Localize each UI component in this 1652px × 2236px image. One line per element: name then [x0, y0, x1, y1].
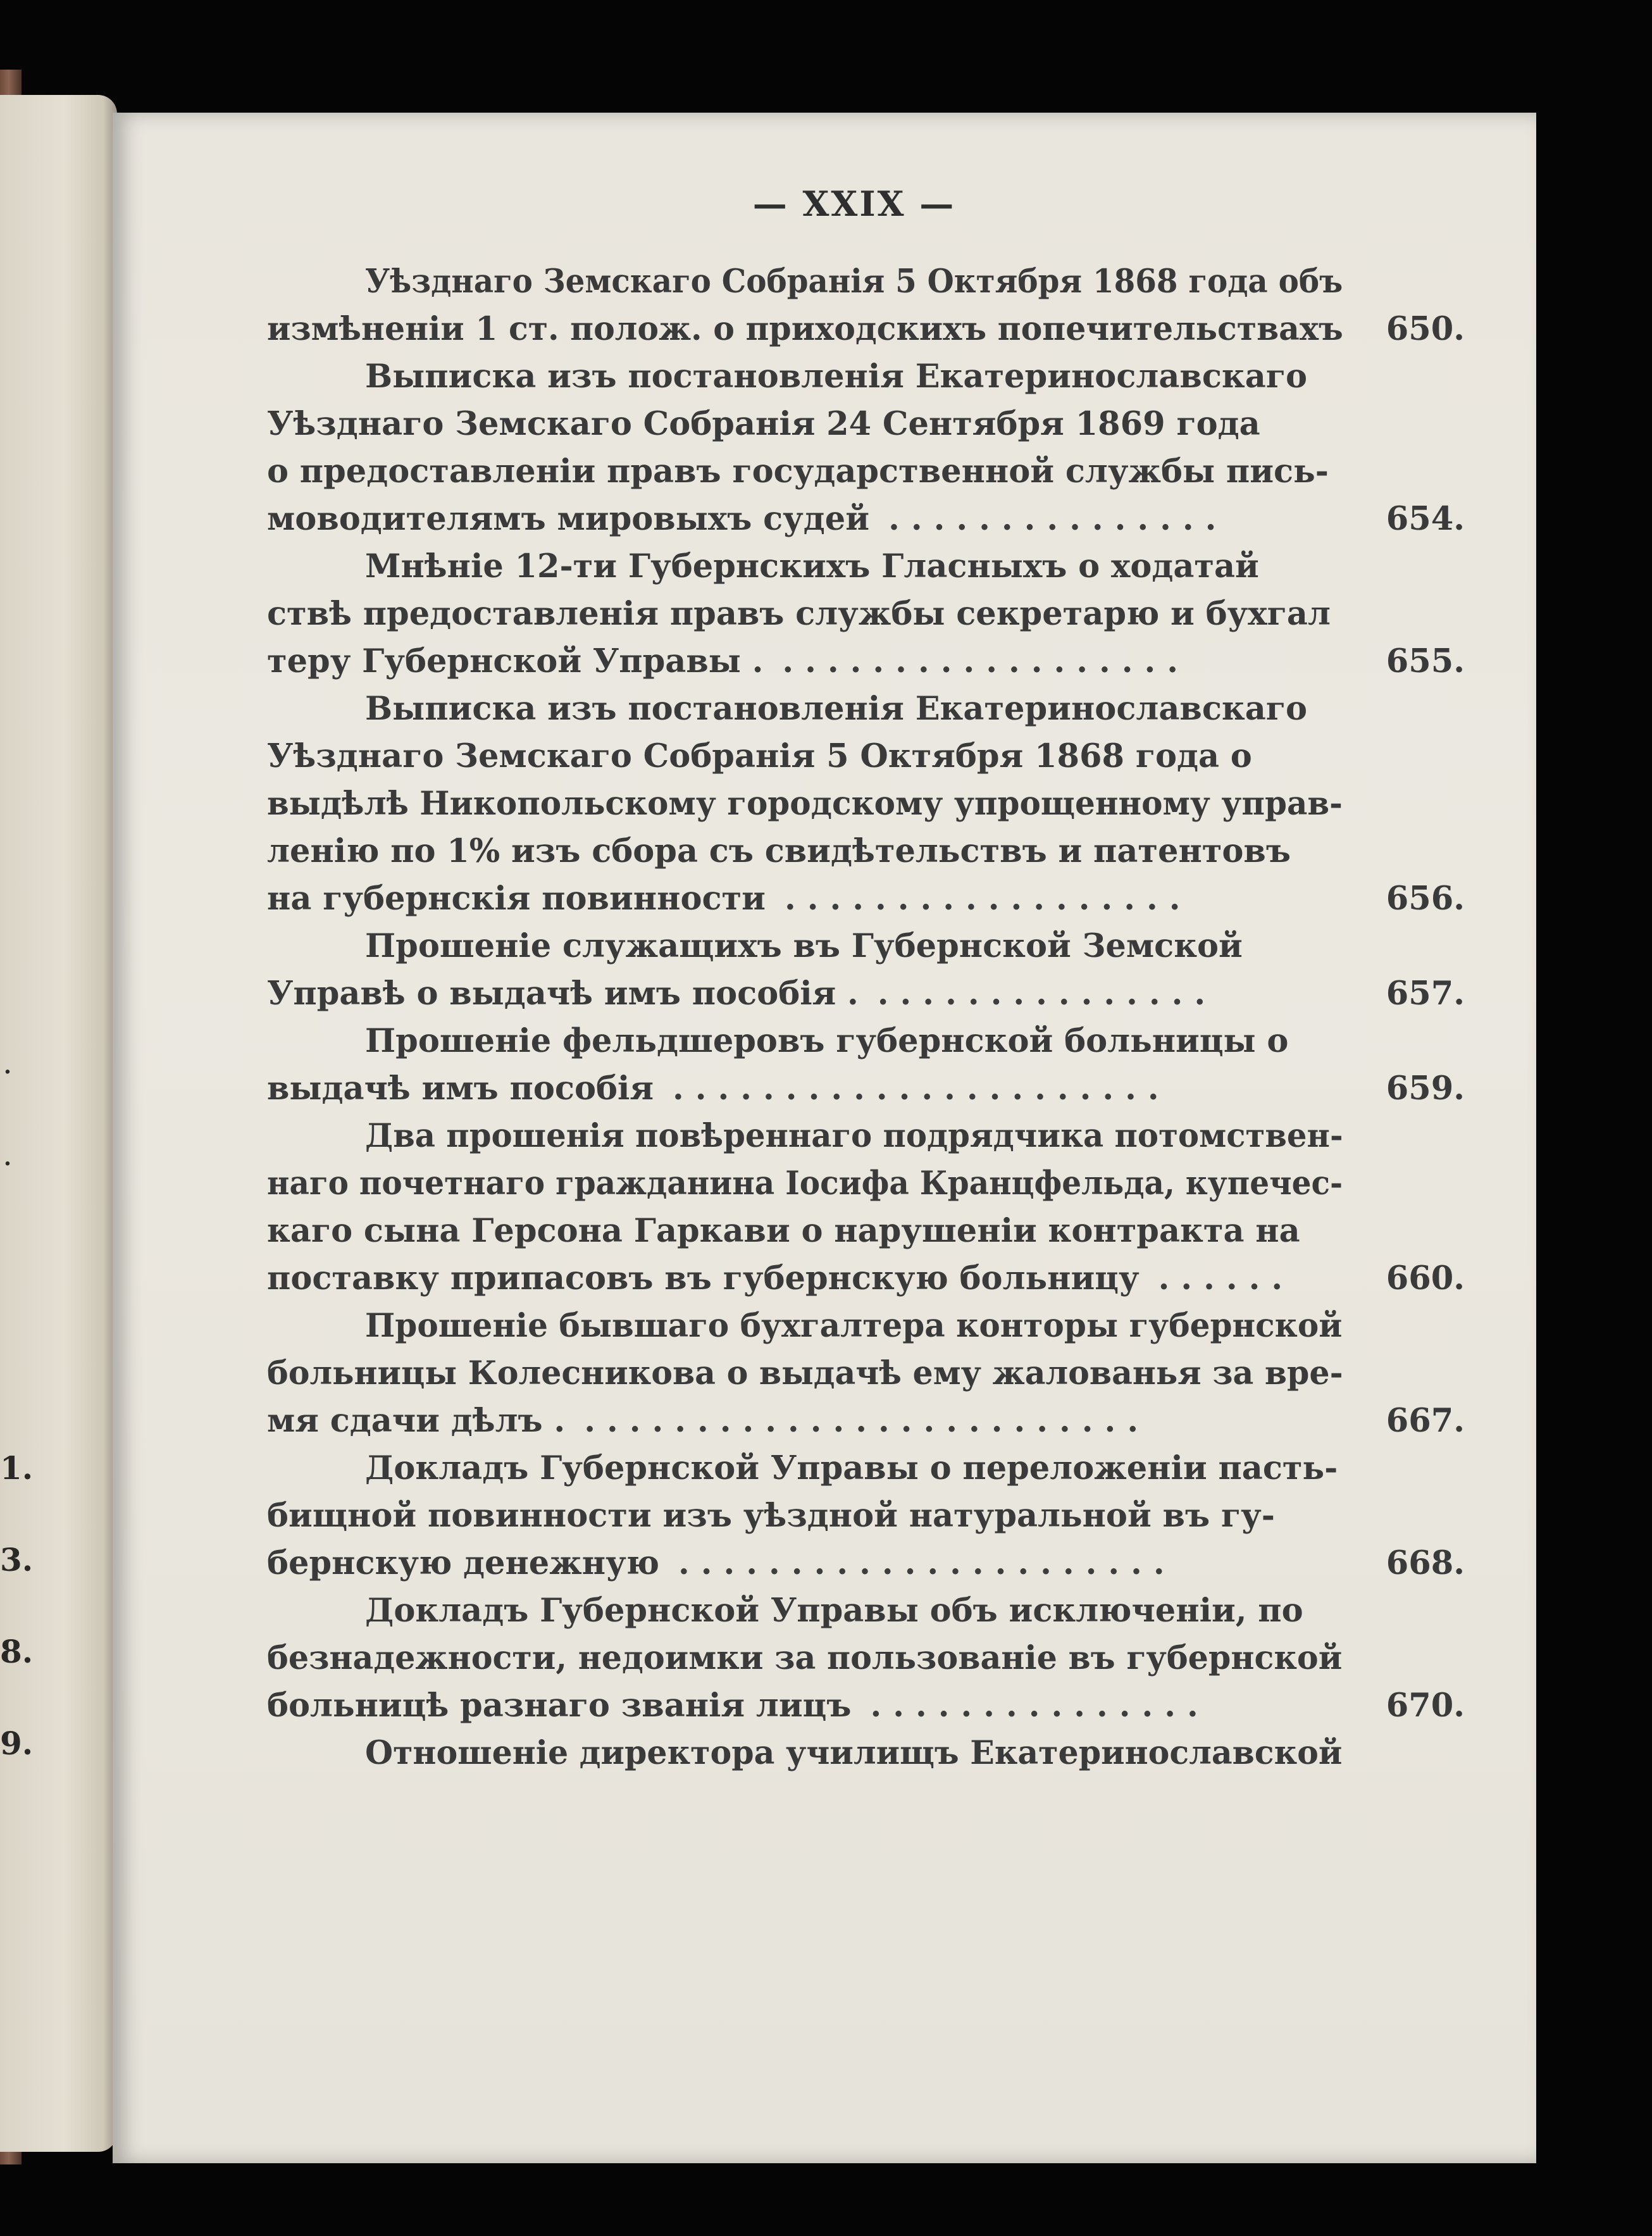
toc-entry-text: о предоставленіи правъ государственной службы пись-	[267, 453, 1329, 490]
toc-entry-text: Выписка изъ постановленія Екатеринославскаго	[365, 358, 1308, 396]
toc-entry	[267, 1018, 1465, 1113]
toc-entry-text: больницы Колесникова о выдачѣ ему жалованья за вре-	[267, 1354, 1343, 1392]
toc-entry-text: бернскую денежную	[267, 1544, 660, 1582]
toc-entry	[267, 1730, 1465, 1777]
toc-entry-line	[267, 1730, 1465, 1777]
toc-page-number: 659.	[1386, 1070, 1465, 1108]
toc-entry-line	[267, 306, 1465, 353]
toc-entry-line	[267, 448, 1465, 496]
toc-entry-text: больницѣ разнаго званія лицъ	[267, 1687, 852, 1725]
toc-entry-line	[267, 1635, 1465, 1682]
table-of-contents	[267, 258, 1465, 1777]
toc-entry	[267, 353, 1465, 543]
prev-page-number: 1.	[0, 1449, 34, 1487]
toc-entry-text: безнадежности, недоимки за пользованіе въ губернской	[267, 1639, 1343, 1677]
toc-entry-line	[267, 685, 1465, 733]
toc-entry-line	[267, 1113, 1465, 1160]
toc-entry-line	[267, 1540, 1465, 1587]
toc-entry-line	[267, 780, 1465, 828]
toc-page-number: 670.	[1386, 1687, 1465, 1725]
toc-entry-text: Выписка изъ постановленія Екатеринославскаго	[365, 690, 1308, 728]
dot-leader: ...............	[888, 500, 1228, 538]
toc-entry-line	[267, 590, 1465, 638]
toc-entry-line	[267, 1445, 1465, 1492]
toc-entry-text: Уѣзднаго Земскаго Собранія 5 Октября 1868 года объ	[365, 263, 1343, 301]
toc-entry-text: теру Губернской Управы .	[267, 642, 764, 680]
prev-page-number: 9.	[0, 1725, 34, 1762]
toc-entry-line	[267, 1160, 1465, 1208]
toc-page-number: 668.	[1386, 1544, 1465, 1582]
dot-leader: ...............	[877, 975, 1217, 1013]
dot-leader: ......................	[678, 1544, 1176, 1582]
toc-entry-text: Отношеніе директора училищъ Екатеринославской	[365, 1734, 1343, 1772]
toc-entry-text: моводителямъ мировыхъ судей	[267, 500, 870, 538]
toc-entry-text: на губернскія повинности	[267, 880, 766, 918]
toc-entry-text: Два прошенія повѣреннаго подрядчика потомствен-	[365, 1117, 1343, 1155]
prev-page-mark: .	[3, 1044, 13, 1081]
toc-entry	[267, 258, 1465, 353]
toc-entry-text: Прошеніе фельдшеровъ губернской больницы о	[365, 1022, 1289, 1060]
toc-entry	[267, 685, 1465, 923]
toc-entry-text: Мнѣніе 12-ти Губернскихъ Гласныхъ о ходатай	[365, 547, 1259, 585]
toc-entry-line	[267, 1682, 1465, 1730]
previous-page-edge	[0, 95, 117, 2152]
prev-page-mark: .	[3, 1136, 13, 1173]
dot-leader: ..................	[782, 642, 1190, 680]
dot-leader: ...............	[870, 1687, 1210, 1725]
toc-entry-text: Уѣзднаго Земскаго Собранія 5 Октября 1868 года о	[267, 737, 1252, 775]
toc-entry	[267, 1302, 1465, 1445]
toc-entry-text: Управѣ о выдачѣ имъ пособія .	[267, 975, 859, 1013]
toc-entry-line	[267, 733, 1465, 780]
toc-entry-line	[267, 353, 1465, 401]
toc-entry-text: Прошеніе служащихъ въ Губернской Земской	[365, 927, 1243, 965]
toc-entry-text: измѣненіи 1 ст. полож. о приходскихъ попечительствахъ	[267, 310, 1343, 348]
toc-page-number: 656.	[1386, 880, 1465, 918]
toc-entry-line	[267, 1587, 1465, 1635]
toc-entry-line	[267, 875, 1465, 923]
toc-entry-line	[267, 923, 1465, 970]
toc-entry-text: наго почетнаго гражданина Іосифа Кранцфельда, купечес-	[267, 1165, 1343, 1202]
toc-entry-text: ленію по 1% изъ сбора съ свидѣтельствъ и патентовъ	[267, 832, 1291, 870]
toc-page-number: 660.	[1386, 1259, 1465, 1297]
toc-entry-text: мя сдачи дѣлъ .	[267, 1402, 566, 1440]
toc-page-number: 667.	[1386, 1402, 1465, 1440]
toc-entry	[267, 923, 1465, 1018]
toc-page-number: 655.	[1386, 642, 1465, 680]
toc-page-number: 650.	[1386, 310, 1465, 348]
toc-entry-line	[267, 1208, 1465, 1255]
toc-page-number: 657.	[1386, 975, 1465, 1013]
toc-entry-line	[267, 1065, 1465, 1113]
prev-page-number: 3.	[0, 1541, 34, 1578]
toc-page-number: 654.	[1386, 500, 1465, 538]
toc-entry-line	[267, 1397, 1465, 1445]
toc-entry-text: каго сына Герсона Гаркави о нарушеніи контракта на	[267, 1212, 1300, 1250]
toc-entry-line	[267, 543, 1465, 590]
dot-leader: ......................	[673, 1070, 1171, 1108]
toc-entry-text: бищной повинности изъ уѣздной натуральной въ гу-	[267, 1497, 1275, 1535]
toc-entry-line	[267, 1018, 1465, 1065]
toc-entry	[267, 1113, 1465, 1302]
toc-entry-line	[267, 1492, 1465, 1540]
toc-entry	[267, 543, 1465, 685]
prev-page-number: 8.	[0, 1633, 34, 1670]
toc-entry	[267, 1445, 1465, 1587]
toc-entry	[267, 1587, 1465, 1730]
toc-entry-text: выдачѣ имъ пособія	[267, 1070, 654, 1108]
toc-entry-text: Докладъ Губернской Управы объ исключеніи, по	[365, 1592, 1303, 1630]
toc-entry-line	[267, 970, 1465, 1018]
page-header: — XXIX —	[752, 184, 956, 224]
toc-entry-line	[267, 1350, 1465, 1397]
toc-entry-line	[267, 496, 1465, 543]
dot-leader: ......	[1158, 1259, 1295, 1297]
toc-entry-text: выдѣлѣ Никопольскому городскому упрощенному управ-	[267, 785, 1343, 823]
dot-leader: .........................	[584, 1402, 1150, 1440]
toc-entry-text: поставку припасовъ въ губернскую больницу	[267, 1259, 1140, 1297]
toc-entry-text: Прошеніе бывшаго бухгалтера конторы губернской	[365, 1307, 1343, 1345]
toc-entry-line	[267, 828, 1465, 875]
toc-entry-line	[267, 1255, 1465, 1302]
toc-entry-text: ствѣ предоставленія правъ службы секретарю и бухгал	[267, 595, 1331, 633]
toc-entry-line	[267, 258, 1465, 306]
toc-entry-text: Докладъ Губернской Управы о переложеніи пасть-	[365, 1449, 1338, 1487]
toc-entry-line	[267, 401, 1465, 448]
toc-entry-line	[267, 1302, 1465, 1350]
toc-entry-text: Уѣзднаго Земскаго Собранія 24 Сентября 1869 года	[267, 405, 1260, 443]
dot-leader: ..................	[784, 880, 1192, 918]
toc-entry-line	[267, 638, 1465, 685]
